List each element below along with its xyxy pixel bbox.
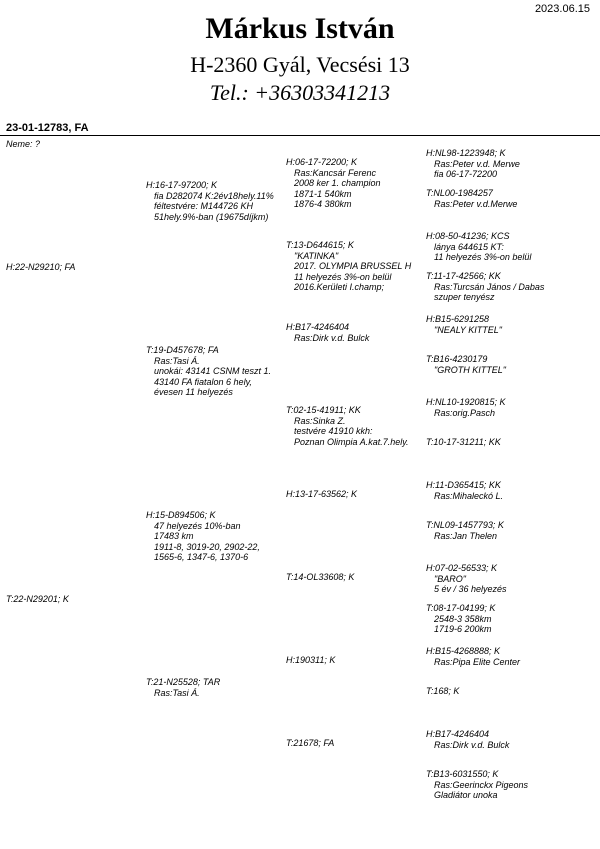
grandparent-entry xyxy=(146,510,282,563)
great-great-grandparent-entry xyxy=(426,314,596,335)
ancestor-note: Ras:Tasi Á. xyxy=(154,355,200,366)
ancestor-ring: T:02-15-41911; KK xyxy=(286,405,361,415)
ancestor-note: fia D282074 K:2év18hely.11% xyxy=(154,190,274,201)
great-great-grandparent-entry xyxy=(426,354,596,375)
ancestor-ring: H:15-D894506; K xyxy=(146,510,216,520)
ancestor-note: lánya 644615 KT: xyxy=(434,241,504,252)
great-great-grandparent-entry xyxy=(426,271,596,303)
ancestor-note: 11 helyezés 3%-on belül xyxy=(434,252,532,262)
ancestor-note: Ras:Kancsár Ferenc xyxy=(294,167,377,178)
great-great-grandparent-entry xyxy=(426,603,596,635)
ancestor-note: 1565-6, 1347-6, 1370-6 xyxy=(154,552,249,562)
owner-phone: Tel.: +36303341213 xyxy=(209,80,391,105)
ancestor-note: Ras:Peter v.d. Merwe xyxy=(434,158,520,169)
ancestor-ring: H:B15-6291258 xyxy=(426,314,490,324)
ancestor-ring: H:B17-4246404 xyxy=(426,729,490,739)
ancestor-note: "KATINKA" xyxy=(294,250,339,261)
print-date: 2023.06.15 xyxy=(534,3,590,15)
great-great-grandparent-entry xyxy=(426,646,596,667)
great-grandparent-entry xyxy=(286,157,420,210)
ancestor-note: 43140 FA fiatalon 6 hely, xyxy=(154,376,252,387)
great-great-grandparent-entry xyxy=(426,231,596,263)
ancestor-note: 1871-1 540km xyxy=(294,188,352,199)
ancestor-note: Poznan Olimpia A.kat.7.hely. xyxy=(294,436,409,447)
ancestor-ring: H:B17-4246404 xyxy=(286,322,350,332)
ancestor-note: Ras:Tasi Á. xyxy=(154,687,200,698)
ancestor-note: Ras:Geerinckx Pigeons xyxy=(434,779,529,790)
owner-address: H-2360 Gyál, Vecsési 13 xyxy=(190,52,410,77)
sire-entry xyxy=(6,262,136,273)
ancestor-ring: H:B15-4268888; K xyxy=(426,646,501,656)
ancestor-note: Ras:Pipa Elite Center xyxy=(434,656,521,667)
ancestor-note: "NEALY KITTEL" xyxy=(434,324,502,335)
ancestor-ring: T:10-17-31211; KK xyxy=(426,437,501,447)
ancestor-ring: H:06-17-72200; K xyxy=(286,157,358,167)
ancestor-ring: T:22-N29201; K xyxy=(6,594,69,604)
ancestor-note: Gladiátor unoka xyxy=(434,790,498,800)
header-divider xyxy=(0,135,600,136)
ancestor-note: 11 helyezés 3%-on belül xyxy=(294,271,392,282)
great-grandparent-entry xyxy=(286,322,420,343)
great-grandparent-entry xyxy=(286,405,420,447)
great-grandparent-entry xyxy=(286,738,420,749)
ancestor-note: 2008 ker 1. champion xyxy=(294,178,381,188)
great-great-grandparent-entry xyxy=(426,437,596,448)
ancestor-note: 2017. OLYMPIA BRUSSEL H xyxy=(294,261,412,271)
ancestor-note: Ras:orig.Pasch xyxy=(434,407,496,418)
owner-name: Márkus István xyxy=(205,12,395,45)
ancestor-ring: T:21-N25528; TAR xyxy=(146,677,221,687)
ancestor-note: Ras:Sinka Z. xyxy=(294,415,346,426)
great-great-grandparent-entry xyxy=(426,480,596,501)
pigeon-ring-number: 23-01-12783, FA xyxy=(6,122,89,134)
great-great-grandparent-entry xyxy=(426,769,596,801)
ancestor-ring: H:08-50-41236; KCS xyxy=(426,231,510,241)
ancestor-ring: T:168; K xyxy=(426,686,460,696)
great-grandparent-entry xyxy=(286,240,420,293)
great-great-grandparent-entry xyxy=(426,188,596,209)
ancestor-note: 47 helyezés 10%-ban xyxy=(154,520,241,531)
ancestor-note: Ras:Turcsán János / Dabas xyxy=(434,281,545,292)
ancestor-note: Ras:Mihaleckó L. xyxy=(434,490,504,501)
grandparent-entry xyxy=(146,345,282,398)
great-grandparent-entry xyxy=(286,572,420,583)
ancestor-ring: T:14-OL33608; K xyxy=(286,572,355,582)
ancestor-note: 2548-3 358km xyxy=(434,613,492,624)
ancestor-ring: H:NL10-1920815; K xyxy=(426,397,506,407)
great-grandparent-entry xyxy=(286,489,420,500)
dam-entry xyxy=(6,594,136,605)
ancestor-note: Ras:Jan Thelen xyxy=(434,530,498,541)
ancestor-note: Ras:Peter v.d.Merwe xyxy=(434,198,518,209)
pigeon-name: Neme: ? xyxy=(6,139,41,149)
ancestor-ring: T:11-17-42566; KK xyxy=(426,271,501,281)
ancestor-ring: T:B13-6031550; K xyxy=(426,769,499,779)
great-great-grandparent-entry xyxy=(426,397,596,418)
ancestor-note: 1719-6 200km xyxy=(434,624,492,634)
ancestor-note: 1876-4 380km xyxy=(294,199,352,209)
ancestor-ring: T:19-D457678; FA xyxy=(146,345,219,355)
ancestor-ring: T:08-17-04199; K xyxy=(426,603,496,613)
ancestor-note: fia 06-17-72200 xyxy=(434,169,498,179)
ancestor-note: testvére 41910 kkh: xyxy=(294,426,373,436)
ancestor-ring: H:16-17-97200; K xyxy=(146,180,218,190)
ancestor-note: "BARO" xyxy=(434,573,466,584)
ancestor-note: szuper tenyész xyxy=(434,292,495,302)
ancestor-note: "GROTH KITTEL" xyxy=(434,364,506,375)
ancestor-ring: H:22-N29210; FA xyxy=(6,262,76,272)
grandparent-entry xyxy=(146,677,282,698)
ancestor-ring: H:190311; K xyxy=(286,655,336,665)
ancestor-note: féltestvére: M144726 KH xyxy=(154,201,254,211)
ancestor-note: 5 év / 36 helyezés xyxy=(434,584,507,594)
great-great-grandparent-entry xyxy=(426,563,596,595)
ancestor-note: 17483 km xyxy=(154,531,194,541)
ancestor-note: Ras:Dirk v.d. Bulck xyxy=(294,332,370,343)
ancestor-ring: H:13-17-63562; K xyxy=(286,489,358,499)
ancestor-ring: T:B16-4230179 xyxy=(426,354,488,364)
great-great-grandparent-entry xyxy=(426,729,596,750)
ancestor-ring: H:07-02-56533; K xyxy=(426,563,498,573)
ancestor-ring: T:NL00-1984257 xyxy=(426,188,493,198)
grandparent-entry xyxy=(146,180,282,222)
ancestor-ring: T:NL09-1457793; K xyxy=(426,520,504,530)
ancestor-ring: T:13-D644615; K xyxy=(286,240,354,250)
ancestor-ring: H:11-D365415; KK xyxy=(426,480,501,490)
great-great-grandparent-entry xyxy=(426,148,596,180)
ancestor-note: Ras:Dirk v.d. Bulck xyxy=(434,739,510,750)
great-grandparent-entry xyxy=(286,655,420,666)
great-great-grandparent-entry xyxy=(426,520,596,541)
ancestor-note: 1911-8, 3019-20, 2902-22, xyxy=(154,541,260,552)
ancestor-ring: H:NL98-1223948; K xyxy=(426,148,506,158)
ancestor-note: évesen 11 helyezés xyxy=(154,387,233,397)
ancestor-ring: T:21678; FA xyxy=(286,738,335,748)
great-great-grandparent-entry xyxy=(426,686,596,697)
ancestor-note: 2016.Kerületi I.champ; xyxy=(294,282,385,292)
ancestor-note: 51hely.9%-ban (19675díjkm) xyxy=(154,211,269,222)
ancestor-note: unokái: 43141 CSNM teszt 1. xyxy=(154,366,272,376)
